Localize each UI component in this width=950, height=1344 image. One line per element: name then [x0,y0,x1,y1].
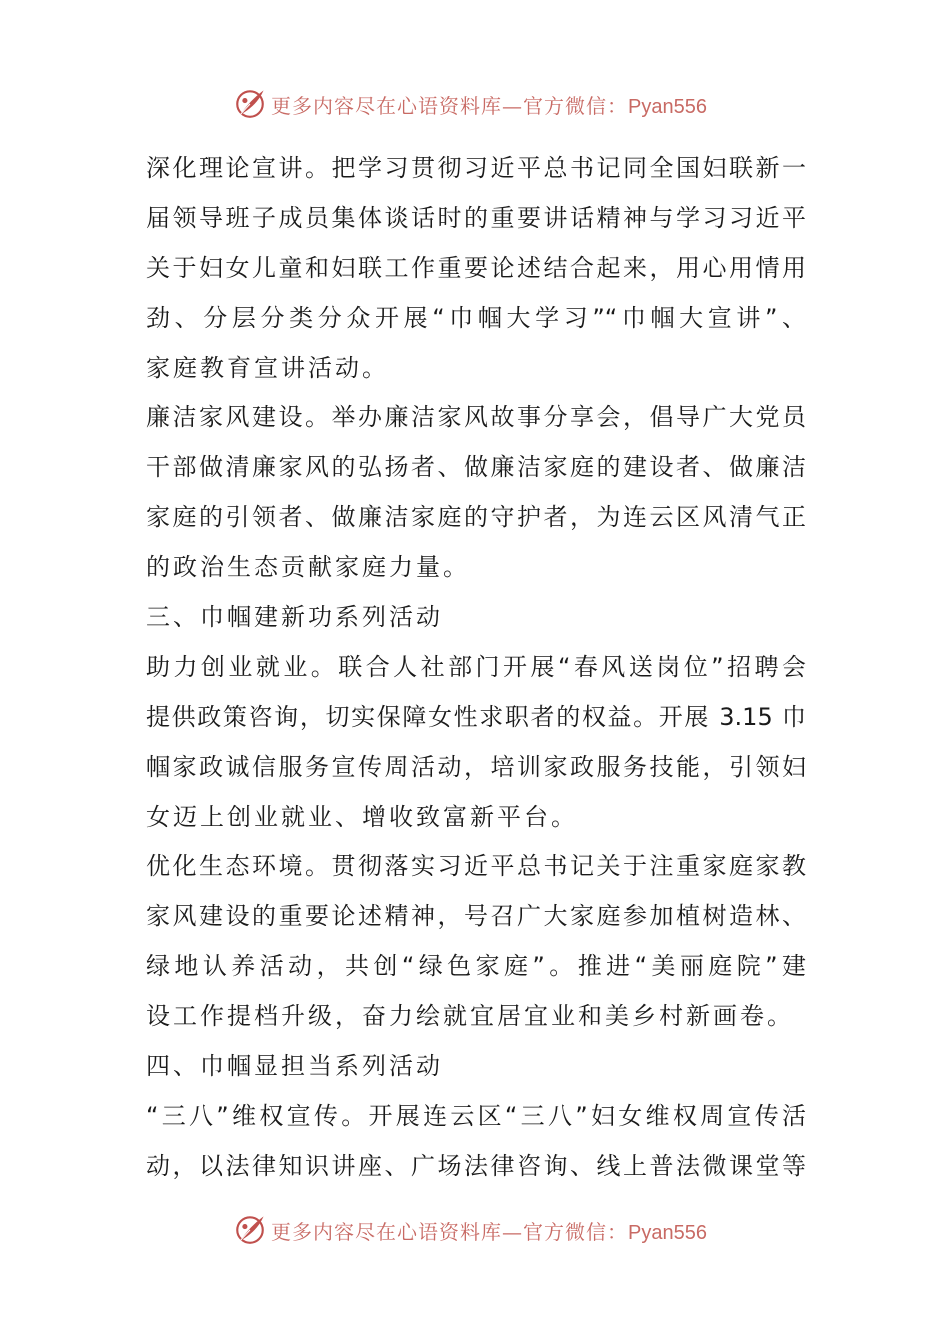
text-line: 动，以法律知识讲座、广场法律咨询、线上普法微课堂等 [146,1151,806,1180]
text-line: 设工作提档升级，奋力绘就宜居宜业和美乡村新画卷。 [146,1002,794,1031]
text-line: 届领导班子成员集体谈话时的重要讲话精神与学习习近平 [146,203,806,232]
text-line: 深化理论宣讲。把学习贯彻习近平总书记同全国妇联新一 [146,154,806,182]
watermark-text: 更多内容尽在心语资料库—官方微信： [271,1219,629,1244]
text-line: 提供政策咨询，切实保障女性求职者的权益。开展 3.15 巾 [146,702,806,731]
text-line: 绿地认养活动，共创“绿色家庭”。推进“美丽庭院”建 [146,952,806,981]
watermark-wechat-id: Pyan556 [628,1221,707,1244]
text-line: 廉洁家风建设。举办廉洁家风故事分享会，倡导广大党员 [146,403,806,432]
text-line: 四、巾帼显担当系列活动 [146,1052,443,1081]
text-line: 女迈上创业就业、增收致富新平台。 [146,802,578,831]
text-line: 家庭教育宣讲活动。 [146,353,389,382]
text-line: 优化生态环境。贯彻落实习近平总书记关于注重家庭家教 [146,852,806,881]
text-line: 助力创业就业。联合人社部门开展“春风送岗位”招聘会 [146,652,806,681]
text-line: 帼家政诚信服务宣传周活动，培训家政服务技能，引领妇 [146,752,806,781]
watermark-wechat-id: Pyan556 [628,95,707,118]
watermark-text: 更多内容尽在心语资料库—官方微信： [271,93,629,118]
text-line: 家风建设的重要论述精神，号召广大家庭参加植树造林、 [146,902,806,931]
text-line: 的政治生态贡献家庭力量。 [146,553,470,582]
text-line: 三、巾帼建新功系列活动 [146,603,443,632]
quill-logo-icon [233,1213,267,1247]
text-line: 家庭的引领者、做廉洁家庭的守护者，为连云区风清气正 [146,503,806,532]
document-body [146,144,806,1192]
quill-logo-icon [233,87,267,121]
text-line: 干部做清廉家风的弘扬者、做廉洁家庭的建设者、做廉洁 [146,453,806,482]
text-line: “三八”维权宣传。开展连云区“三八”妇女维权周宣传活 [146,1101,806,1130]
text-line: 劲、分层分类分众开展“巾帼大学习”“巾帼大宣讲”、 [146,303,806,332]
watermark-header [0,84,950,124]
watermark-footer [0,1210,950,1250]
text-line: 关于妇女儿童和妇联工作重要论述结合起来，用心用情用 [146,253,806,282]
